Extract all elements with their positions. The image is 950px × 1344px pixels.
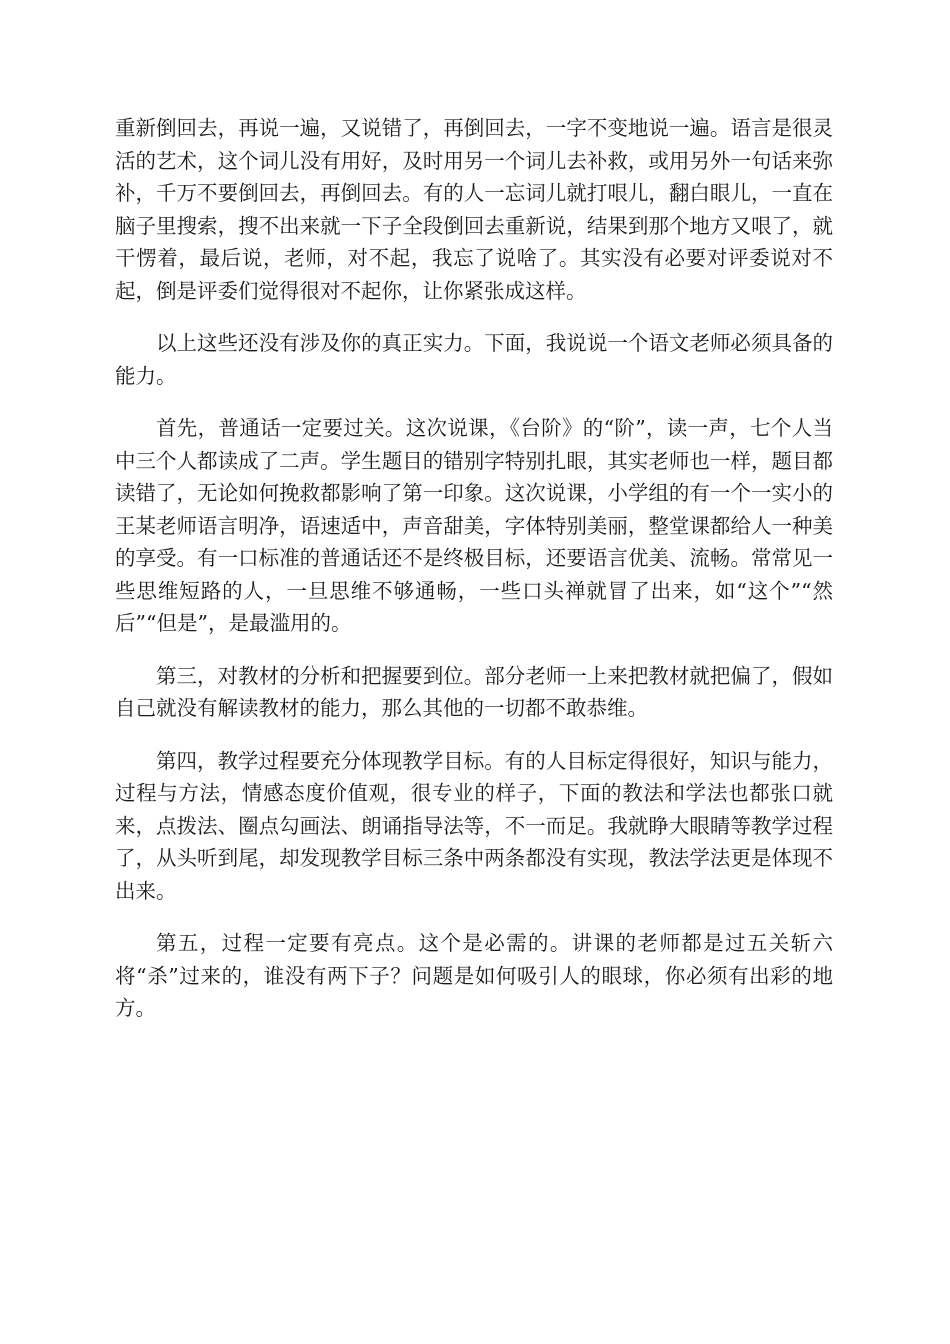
paragraph-4: 第三，对教材的分析和把握要到位。部分老师一上来把教材就把偏了，假如自己就没有解读教材的能力，那么其他的一切都不敢恭维。	[115, 663, 833, 720]
document-body	[115, 112, 833, 1025]
paragraph-5: 第四，教学过程要充分体现教学目标。有的人目标定得很好，知识与能力，过程与方法，情感态度价值观，很专业的样子，下面的教法和学法也都张口就来，点拨法、圈点勾画法、朗诵指导法等，不一而足。我就睁大眼睛等教学过程了，从头听到尾，却发现教学目标三条中两条都没有实现，教法学法更是体现不出来。	[115, 748, 833, 903]
paragraph-1: 重新倒回去，再说一遍，又说错了，再倒回去，一字不变地说一遍。语言是很灵活的艺术，这个词儿没有用好，及时用另一个词儿去补救，或用另外一句话来弥补，千万不要倒回去，再倒回去。有的人一忘词儿就打哏儿，翻白眼儿，一直在脑子里搜索，搜不出来就一下子全段倒回去重新说，结果到那个地方又哏了，就干愣着，最后说，老师，对不起，我忘了说啥了。其实没有必要对评委说对不起，倒是评委们觉得很对不起你，让你紧张成这样。	[115, 116, 833, 303]
paragraph-3: 首先，普通话一定要过关。这次说课，《台阶》的“阶”，读一声，七个人当中三个人都读成了二声。学生题目的错别字特别扎眼，其实老师也一样，题目都读错了，无论如何挽救都影响了第一印象。这次说课，小学组的有一个一实小的王某老师语言明净，语速适中，声音甜美，字体特别美丽，整堂课都给人一种美的享受。有一口标准的普通话还不是终极目标，还要语言优美、流畅。常常见一些思维短路的人，一旦思维不够通畅，一些口头禅就冒了出来，如“这个”“然后”“但是”，是最滥用的。	[115, 416, 833, 635]
paragraph-6: 第五，过程一定要有亮点。这个是必需的。讲课的老师都是过五关斩六将“杀”过来的，谁没有两下子？问题是如何吸引人的眼球，你必须有出彩的地方。	[115, 931, 833, 1020]
paragraph-2: 以上这些还没有涉及你的真正实力。下面，我说说一个语文老师必须具备的能力。	[115, 331, 833, 388]
